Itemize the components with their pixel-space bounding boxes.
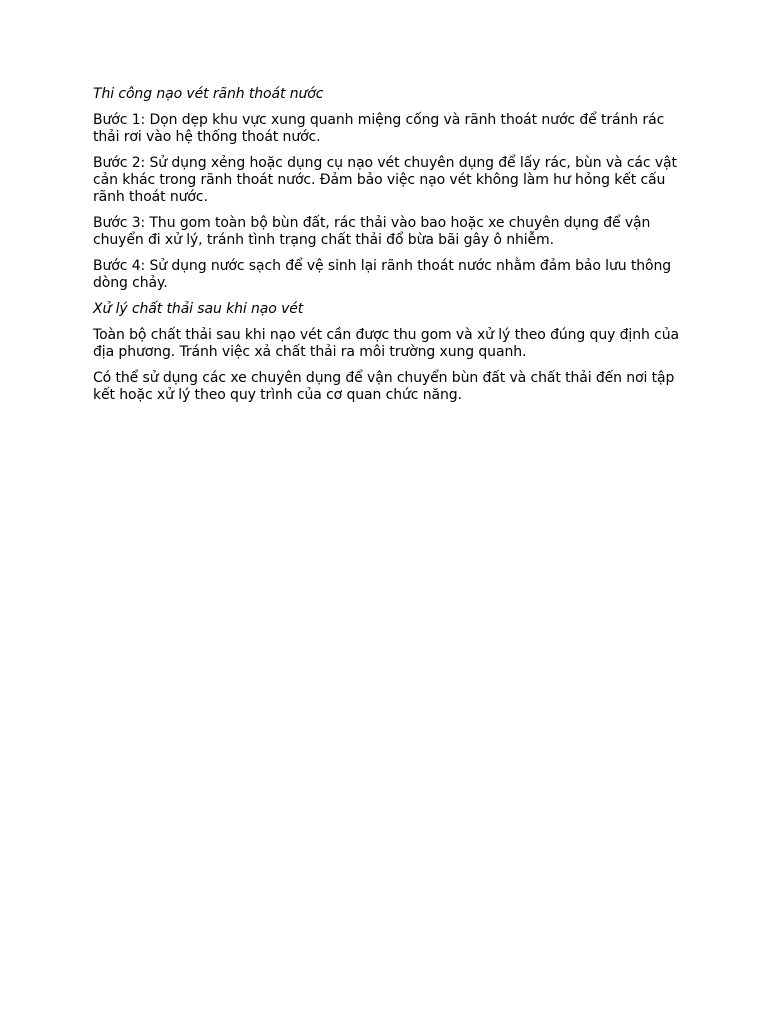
step-2: Bước 2: Sử dụng xẻng hoặc dụng cụ nạo vét chuyên dụng để lấy rác, bùn và các vật cản khác trong rãnh thoát nước. Đảm bảo việc nạo vét không làm hư hỏng kết cấu rãnh thoát nước. (93, 155, 677, 205)
step-4: Bước 4: Sử dụng nước sạch để vệ sinh lại rãnh thoát nước nhằm đảm bảo lưu thông dòng chảy. (93, 258, 672, 291)
step-3: Bước 3: Thu gom toàn bộ bùn đất, rác thải vào bao hoặc xe chuyên dụng để vận chuyển đi xử lý, tránh tình trạng chất thải đổ bừa bãi gây ô nhiễm. (93, 215, 651, 248)
step-1: Bước 1: Dọn dẹp khu vực xung quanh miệng cống và rãnh thoát nước để tránh rác thải rơi vào hệ thống thoát nước. (93, 112, 665, 145)
paragraph-waste-transport: Có thể sử dụng các xe chuyên dụng để vận chuyển bùn đất và chất thải đến nơi tập kết hoặc xử lý theo quy trình của cơ quan chức năng. (93, 370, 675, 403)
document-page (93, 86, 683, 413)
section-heading-dredging: Thi công nạo vét rãnh thoát nước (93, 86, 324, 102)
paragraph-waste-collection: Toàn bộ chất thải sau khi nạo vét cần được thu gom và xử lý theo đúng quy định của địa phương. Tránh việc xả chất thải ra môi trường xung quanh. (93, 327, 679, 360)
section-heading-waste: Xử lý chất thải sau khi nạo vét (93, 301, 304, 317)
